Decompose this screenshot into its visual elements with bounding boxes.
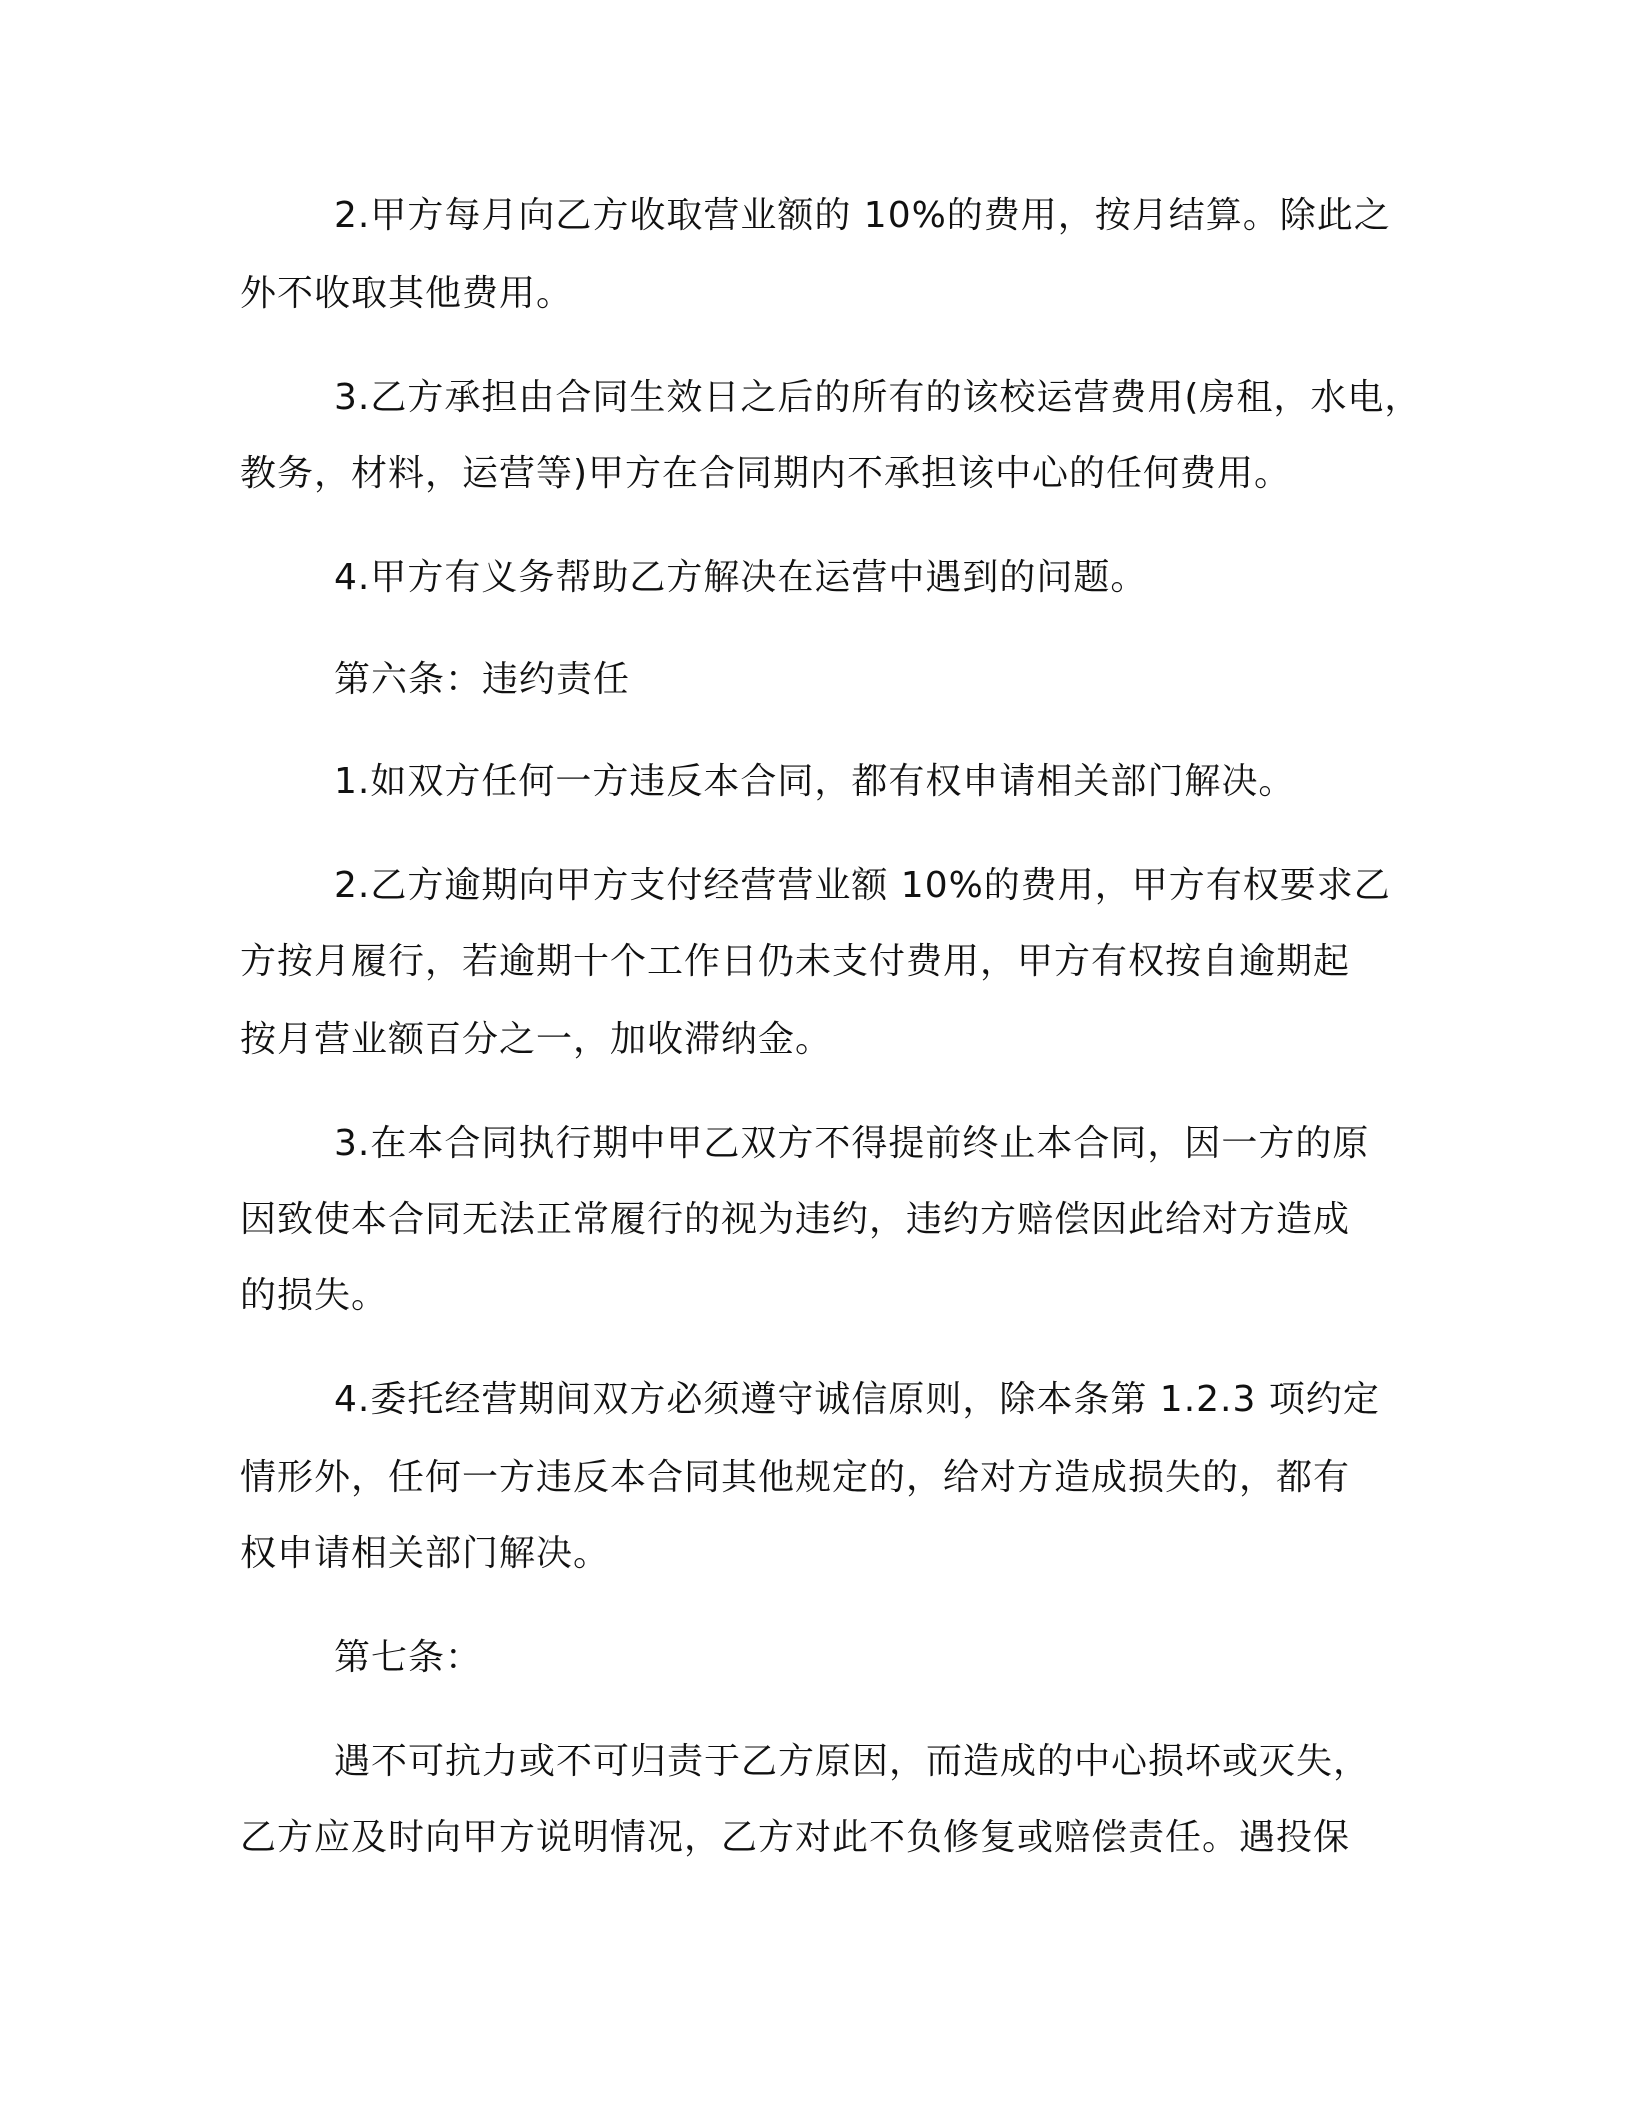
clause-6-item-2-line-1: 2.乙方逾期向甲方支付经营营业额 10%的费用，甲方有权要求乙 <box>334 865 1391 906</box>
clause-6-item-3-line-2: 因致使本合同无法正常履行的视为违约，违约方赔偿因此给对方造成 <box>240 1199 1351 1240</box>
clause-7-heading: 第七条： <box>334 1637 483 1678</box>
clause-6-item-2-line-2: 方按月履行，若逾期十个工作日仍未支付费用，甲方有权按自逾期起 <box>240 941 1351 982</box>
clause-5-item-2-line-2: 外不收取其他费用。 <box>240 273 574 314</box>
clause-7-body-line-2: 乙方应及时向甲方说明情况，乙方对此不负修复或赔偿责任。遇投保 <box>240 1817 1351 1858</box>
clause-6-item-4-line-2: 情形外，任何一方违反本合同其他规定的，给对方造成损失的，都有 <box>240 1457 1351 1498</box>
clause-6-item-3-line-1: 3.在本合同执行期中甲乙双方不得提前终止本合同，因一方的原 <box>334 1123 1370 1164</box>
clause-5-item-4-line-1: 4.甲方有义务帮助乙方解决在运营中遇到的问题。 <box>334 557 1148 598</box>
clause-6-item-2-line-3: 按月营业额百分之一，加收滞纳金。 <box>240 1019 833 1060</box>
clause-5-item-2-line-1: 2.甲方每月向乙方收取营业额的 10%的费用，按月结算。除此之 <box>334 195 1391 236</box>
clause-6-item-4-line-3: 权申请相关部门解决。 <box>240 1533 611 1574</box>
clause-5-item-3-line-1: 3.乙方承担由合同生效日之后的所有的该校运营费用(房租，水电， <box>334 377 1422 418</box>
clause-5-item-3-line-2: 教务，材料，运营等)甲方在合同期内不承担该中心的任何费用。 <box>240 453 1292 494</box>
clause-7-body-line-1: 遇不可抗力或不可归责于乙方原因，而造成的中心损坏或灭失， <box>334 1741 1371 1782</box>
clause-6-item-4-line-1: 4.委托经营期间双方必须遵守诚信原则，除本条第 1.2.3 项约定 <box>334 1379 1380 1420</box>
clause-6-item-3-line-3: 的损失。 <box>240 1275 389 1316</box>
clause-6-item-1-line-1: 1.如双方任何一方违反本合同，都有权申请相关部门解决。 <box>334 761 1296 802</box>
clause-6-heading: 第六条：违约责任 <box>334 659 631 700</box>
